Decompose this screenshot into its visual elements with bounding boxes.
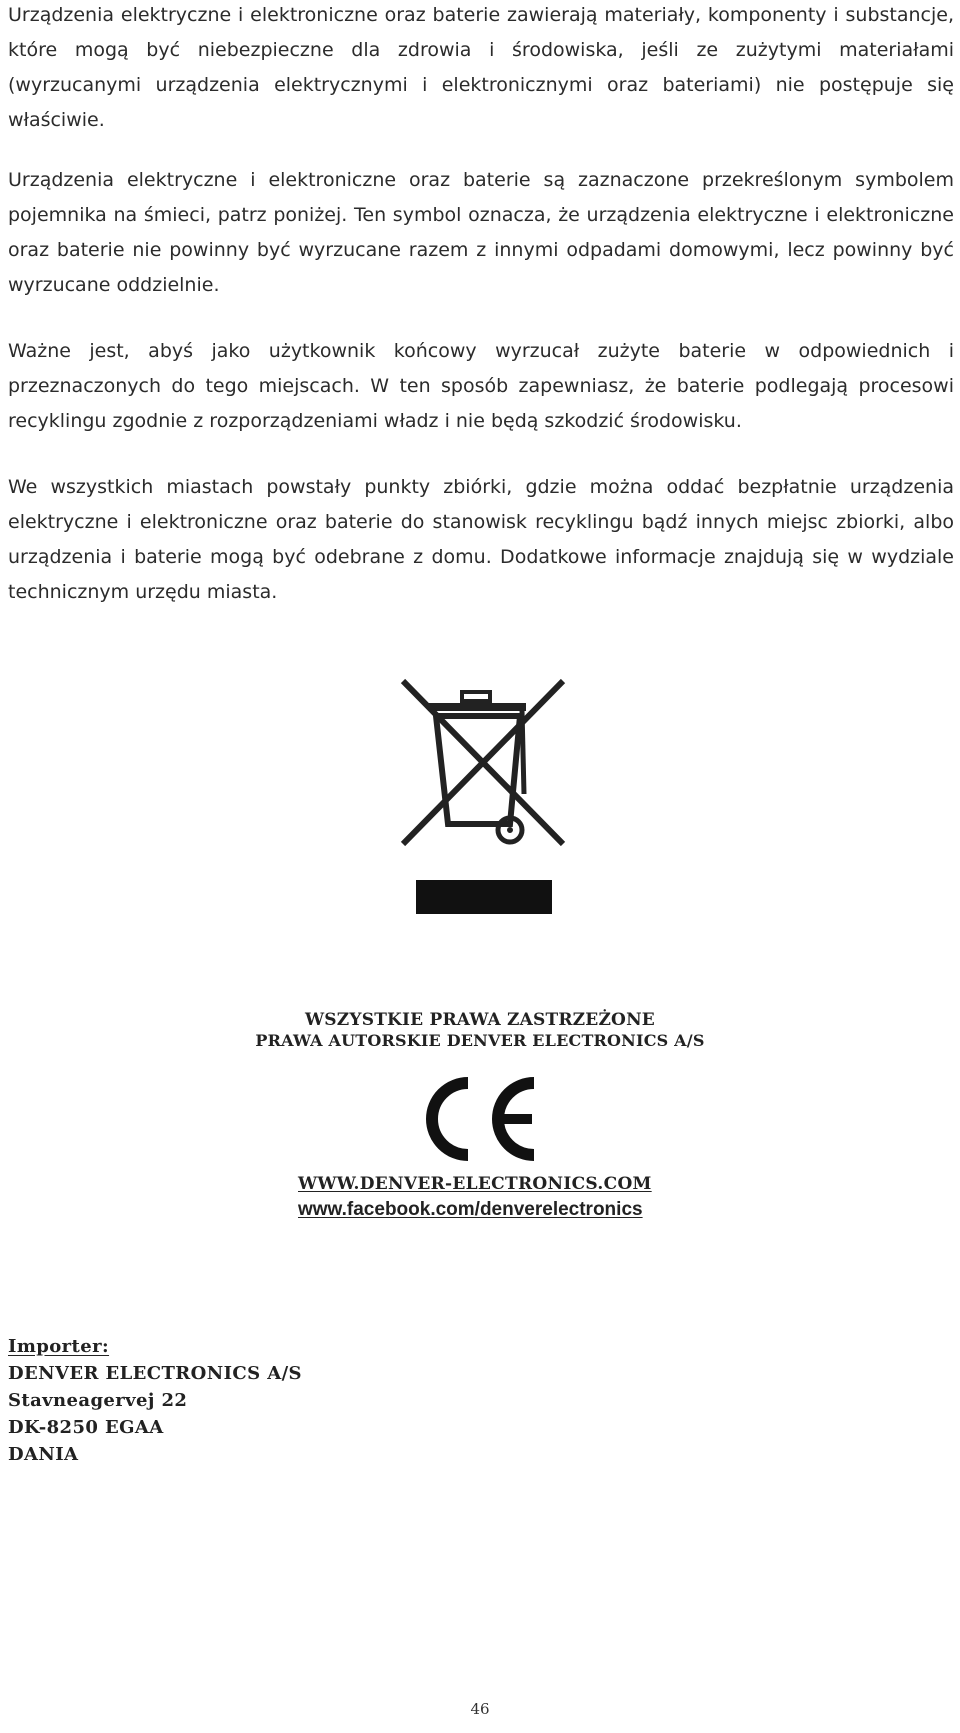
crossed-out-wheelie-bin-icon <box>398 676 568 916</box>
paragraph-collection-points: We wszystkich miastach powstały punkty zbiórki, gdzie można oddać bezpłatnie urządzenia elektryczne i elektroniczne oraz baterie do stanowisk recyklingu bądź innych miejsc zbiorki, albo urządzenia i baterie mogą być odebrane z domu. Dodatkowe informacje znajdują się w wydziale technicznym urzędu miasta. <box>8 476 954 603</box>
paragraph-hazard: Urządzenia elektryczne i elektroniczne oraz baterie zawierają materiały, komponenty i substancje, które mogą być niebezpieczne dla zdrowia i środowiska, jeśli ze zużytymi materiałami (wyrzucanymi urządzenia elektrycznymi i elektronicznymi oraz bateriami) nie postępuje się właściwie. <box>8 4 954 131</box>
importer-heading: Importer: <box>8 1336 110 1357</box>
ce-mark-icon <box>420 1073 544 1165</box>
website-link[interactable]: WWW.DENVER-ELECTRONICS.COM <box>298 1174 652 1194</box>
paragraph-bin-symbol: Urządzenia elektryczne i elektroniczne oraz baterie są zaznaczone przekreślonym symbolem pojemnika na śmieci, patrz poniżej. Ten symbol oznacza, że urządzenia elektryczne i elektroniczne oraz baterie nie powinny być wyrzucane razem z innymi odpadami domowymi, lecz powinny być wyrzucane oddzielnie. <box>8 169 954 296</box>
importer-company: DENVER ELECTRONICS A/S <box>8 1363 302 1384</box>
copyright-line: PRAWA AUTORSKIE DENVER ELECTRONICS A/S <box>255 1031 705 1050</box>
importer-country: DANIA <box>8 1444 79 1465</box>
facebook-link[interactable]: www.facebook.com/denverelectronics <box>298 1199 643 1220</box>
paragraph-end-user: Ważne jest, abyś jako użytkownik końcowy wyrzucał zużyte baterie w odpowiednich i przeznaczonych do tego miejscach. W ten sposób zapewniasz, że baterie podlegają procesowi recyklingu zgodnie z rozporządzeniami władz i nie będą szkodzić środowisku. <box>8 340 954 432</box>
importer-street: Stavneagervej 22 <box>8 1390 188 1411</box>
page-number: 46 <box>470 1700 490 1718</box>
importer-postcode: DK-8250 EGAA <box>8 1417 164 1438</box>
rights-reserved: WSZYSTKIE PRAWA ZASTRZEŻONE <box>305 1010 655 1030</box>
